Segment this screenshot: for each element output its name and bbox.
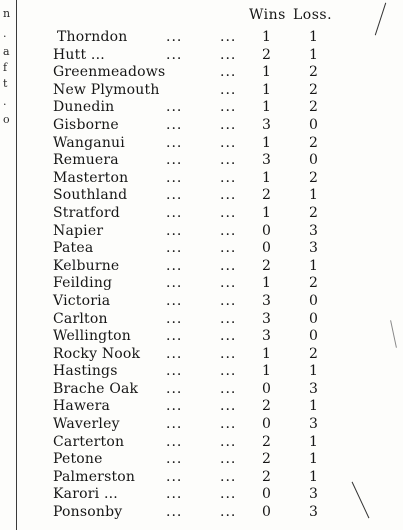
loss-value: 1 [309,398,318,415]
wins-value: 0 [262,416,271,433]
leader-dots: ... [166,363,183,380]
leader-dots: ... [166,222,183,239]
loss-value: 2 [309,275,318,292]
team-name: Petone [53,451,103,468]
table-row [0,170,403,188]
leader-dots: ... [166,310,183,327]
loss-value: 1 [309,433,318,450]
team-name: Carterton [53,433,125,450]
team-name: Masterton [53,169,129,186]
table-row [0,398,403,416]
wins-value: 0 [262,380,271,397]
table-row [0,451,403,469]
table-row [0,187,403,205]
loss-value: 1 [309,187,318,204]
leader-dots: ... [166,398,183,415]
wins-value: 3 [262,310,271,327]
table-header [0,4,403,26]
team-name: Thorndon [57,29,128,45]
leader-dots: ... [166,257,183,274]
wins-value: 2 [262,398,271,415]
wins-value: 1 [262,64,271,81]
leader-dots: ... [166,46,183,63]
team-name: Remuera [53,152,119,169]
leader-dots: ... [166,134,183,151]
leader-dots: ... [166,451,183,468]
table-row [0,311,403,329]
table-row [0,504,403,522]
loss-value: 0 [309,328,318,345]
loss-value: 1 [309,468,318,485]
leader-dots: ... [220,116,237,133]
leader-dots: ... [166,433,183,450]
wins-value: 2 [262,433,271,450]
loss-value: 1 [309,29,318,45]
results-table [0,29,403,522]
leader-dots: ... [166,240,183,257]
table-row [0,434,403,452]
edge-fragment: t [3,77,8,90]
wins-value: 2 [262,468,271,485]
leader-dots: ... [220,468,237,485]
leader-dots: ... [220,363,237,380]
table-row [0,275,403,293]
leader-dots: ... [220,29,237,45]
team-name: Karori ... [53,486,118,503]
wins-value: 2 [262,257,271,274]
leader-dots: ... [220,310,237,327]
loss-value: 2 [309,134,318,151]
edge-fragment: n [3,7,11,20]
leader-dots: ... [220,81,237,98]
table-row [0,328,403,346]
team-name: Napier [53,222,104,239]
leader-dots: ... [166,345,183,362]
table-row [0,346,403,364]
loss-value: 0 [309,310,318,327]
leader-dots: ... [166,99,183,116]
loss-value: 2 [309,169,318,186]
wins-value: 2 [262,451,271,468]
leader-dots: ... [166,187,183,204]
wins-value: 2 [262,187,271,204]
table-row [0,135,403,153]
table-row [0,82,403,100]
team-name: Rocky Nook [53,345,141,362]
leader-dots: ... [220,328,237,345]
leader-dots: ... [220,222,237,239]
wins-value: 1 [262,275,271,292]
table-row [0,469,403,487]
leader-dots: ... [220,169,237,186]
loss-value: 0 [309,116,318,133]
table-row [0,363,403,381]
team-name: New Plymouth [53,81,160,98]
team-name: Feilding [53,275,113,292]
leader-dots: ... [166,29,183,45]
table-row [0,258,403,276]
leader-dots: ... [220,64,237,81]
wins-value: 0 [262,504,271,521]
wins-value: 0 [262,222,271,239]
leader-dots: ... [166,468,183,485]
wins-value: 1 [262,29,271,45]
loss-column-header: Loss. [293,7,333,23]
loss-value: 3 [309,486,318,503]
wins-column-header: Wins [249,7,286,23]
leader-dots: ... [220,345,237,362]
table-row [0,293,403,311]
table-row [0,47,403,65]
leader-dots: ... [166,380,183,397]
wins-value: 1 [262,99,271,116]
table-row [0,29,403,47]
wins-value: 1 [262,169,271,186]
team-name: Palmerston [53,468,136,485]
team-name: Dunedin [53,99,115,116]
leader-dots: ... [166,486,183,503]
leader-dots: ... [220,187,237,204]
loss-value: 1 [309,363,318,380]
wins-value: 3 [262,328,271,345]
leader-dots: ... [220,380,237,397]
wins-value: 1 [262,81,271,98]
leader-dots: ... [220,204,237,221]
team-name: Stratford [53,204,120,221]
leader-dots: ... [220,433,237,450]
leader-dots: ... [220,398,237,415]
edge-fragment: . [3,95,7,108]
wins-value: 1 [262,363,271,380]
leader-dots: ... [220,275,237,292]
wins-value: 3 [262,152,271,169]
loss-value: 2 [309,64,318,81]
loss-value: 1 [309,257,318,274]
leader-dots: ... [166,416,183,433]
leader-dots: ... [220,451,237,468]
table-row [0,416,403,434]
loss-value: 3 [309,222,318,239]
loss-value: 2 [309,81,318,98]
loss-value: 0 [309,292,318,309]
leader-dots: ... [220,292,237,309]
leader-dots: ... [220,134,237,151]
table-row [0,117,403,135]
loss-value: 2 [309,204,318,221]
wins-value: 0 [262,240,271,257]
edge-fragment: o [3,113,10,126]
loss-value: 3 [309,240,318,257]
table-row [0,223,403,241]
wins-value: 1 [262,204,271,221]
leader-dots: ... [220,504,237,521]
team-name: Southland [53,187,128,204]
team-name: Gisborne [53,116,119,133]
leader-dots: ... [220,486,237,503]
table-row [0,99,403,117]
team-name: Carlton [53,310,108,327]
team-name: Patea [53,240,94,257]
leader-dots: ... [220,46,237,63]
loss-value: 1 [309,451,318,468]
team-name: Hawera [53,398,111,415]
loss-value: 0 [309,152,318,169]
wins-value: 1 [262,134,271,151]
edge-fragment: a [3,45,10,58]
loss-value: 2 [309,345,318,362]
loss-value: 3 [309,504,318,521]
leader-dots: ... [166,328,183,345]
edge-fragment: f [3,61,8,74]
table-row [0,486,403,504]
wins-value: 0 [262,486,271,503]
team-name: Wanganui [53,134,125,151]
table-row [0,240,403,258]
loss-value: 3 [309,416,318,433]
leader-dots: ... [166,275,183,292]
team-name: Victoria [53,292,111,309]
table-row [0,205,403,223]
loss-value: 1 [309,46,318,63]
team-name: Brache Oak [53,380,139,397]
edge-fragment: . [3,27,7,40]
leader-dots: ... [166,116,183,133]
leader-dots: ... [220,416,237,433]
team-name: Greenmeadows [53,64,166,81]
team-name: Waverley [53,416,120,433]
leader-dots: ... [220,99,237,116]
leader-dots: ... [166,504,183,521]
wins-value: 3 [262,116,271,133]
leader-dots: ... [220,240,237,257]
wins-value: 3 [262,292,271,309]
loss-value: 2 [309,99,318,116]
team-name: Hastings [53,363,118,380]
leader-dots: ... [166,152,183,169]
leader-dots: ... [166,204,183,221]
leader-dots: ... [166,169,183,186]
team-name: Ponsonby [53,504,123,521]
team-name: Wellington [53,328,132,345]
leader-dots: ... [220,152,237,169]
team-name: Hutt ... [53,46,105,63]
leader-dots: ... [220,257,237,274]
loss-value: 3 [309,380,318,397]
table-row [0,381,403,399]
team-name: Kelburne [53,257,120,274]
leader-dots: ... [166,292,183,309]
table-row [0,152,403,170]
wins-value: 1 [262,345,271,362]
wins-value: 2 [262,46,271,63]
table-row [0,61,403,82]
